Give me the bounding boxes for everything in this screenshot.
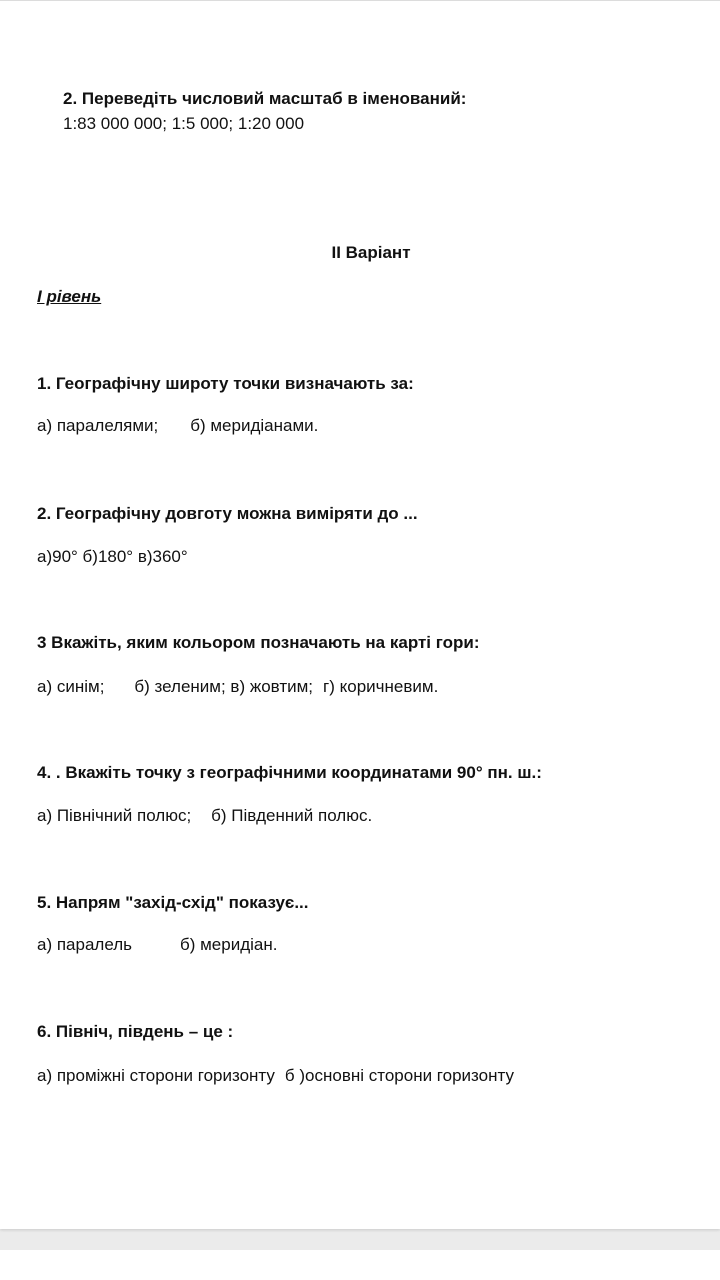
variant-title: ІІ Варіант [331,243,411,262]
question-1: 1. Географічну широту точки визначають за: [37,374,414,393]
question-4: 4. . Вкажіть точку з географічними координатами 90° пн. ш.: [37,763,542,782]
option-4a: а) Північний полюс; [37,806,192,825]
prev-task-heading: 2. Переведіть числовий масштаб в іменований: [63,89,467,108]
prev-task-scales: 1:83 000 000; 1:5 000; 1:20 000 [63,114,305,133]
question-3: 3 Вкажіть, яким кольором позначають на карті гори: [37,633,480,652]
question-5: 5. Напрям "захід-схід" показує... [37,893,309,912]
option-4b: б) Південний полюс. [211,806,373,825]
answer-options-5 [37,934,277,956]
option-6b: б )основні сторони горизонту [284,1066,514,1085]
option-1b: б) меридіанами. [190,416,319,435]
question-6: 6. Північ, південь – це : [37,1022,234,1041]
question-2: 2. Географічну довготу можна виміряти до ... [37,504,418,523]
next-page-edge [0,1250,720,1280]
option-3a: а) синім; [37,677,105,696]
answer-options-2 [37,546,188,568]
answer-options-3 [37,676,438,698]
option-6a: а) проміжні сторони горизонту [37,1066,275,1085]
level-title: І рівень [37,287,102,306]
answer-options-4 [37,805,372,827]
option-5a: а) паралель [37,935,132,954]
option-1a: а) паралелями; [37,416,159,435]
option-2: а)90° б)180° в)360° [37,547,188,566]
option-3bc: б) зеленим; в) жовтим; [134,677,314,696]
answer-options-1 [37,415,318,437]
option-3d: г) коричневим. [323,677,439,696]
option-5b: б) меридіан. [180,935,278,954]
answer-options-6 [37,1065,514,1087]
